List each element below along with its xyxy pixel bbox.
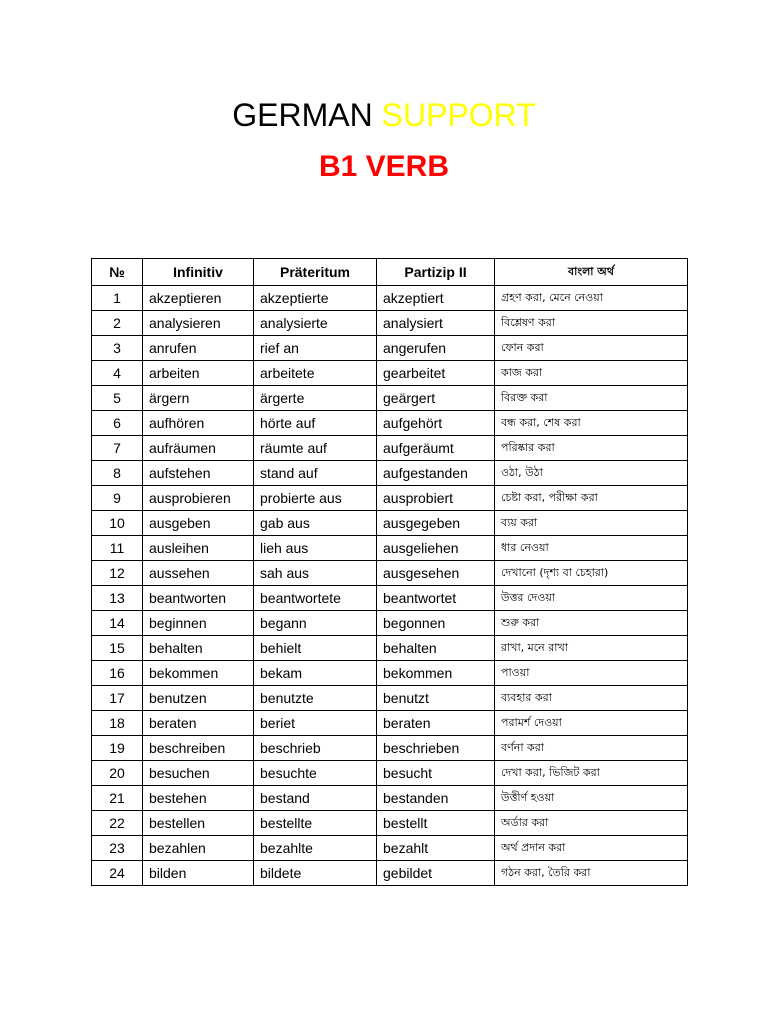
cell-bangla-meaning: শুরু করা xyxy=(495,611,688,636)
table-row xyxy=(92,811,688,836)
cell-bangla-meaning: অর্ডার করা xyxy=(495,811,688,836)
cell-praeteritum: bezahlte xyxy=(254,836,377,861)
cell-partizip: ausgesehen xyxy=(377,561,495,586)
cell-infinitiv: beginnen xyxy=(143,611,254,636)
cell-infinitiv: akzeptieren xyxy=(143,286,254,311)
cell-praeteritum: akzeptierte xyxy=(254,286,377,311)
cell-number: 20 xyxy=(92,761,143,786)
cell-number: 3 xyxy=(92,336,143,361)
header-number: № xyxy=(92,259,143,286)
cell-infinitiv: anrufen xyxy=(143,336,254,361)
cell-bangla-meaning: উত্তীর্ণ হওয়া xyxy=(495,786,688,811)
cell-praeteritum: stand auf xyxy=(254,461,377,486)
cell-number: 16 xyxy=(92,661,143,686)
cell-number: 9 xyxy=(92,486,143,511)
cell-partizip: angerufen xyxy=(377,336,495,361)
cell-partizip: besucht xyxy=(377,761,495,786)
cell-number: 15 xyxy=(92,636,143,661)
cell-bangla-meaning: বন্ধ করা, শেষ করা xyxy=(495,411,688,436)
cell-infinitiv: aussehen xyxy=(143,561,254,586)
table-row xyxy=(92,511,688,536)
header-bangla-meaning: বাংলা অর্থ xyxy=(495,259,688,286)
cell-praeteritum: behielt xyxy=(254,636,377,661)
cell-infinitiv: beraten xyxy=(143,711,254,736)
cell-partizip: aufgeräumt xyxy=(377,436,495,461)
cell-bangla-meaning: বিশ্লেষণ করা xyxy=(495,311,688,336)
cell-infinitiv: ärgern xyxy=(143,386,254,411)
cell-infinitiv: bestehen xyxy=(143,786,254,811)
cell-infinitiv: aufstehen xyxy=(143,461,254,486)
cell-infinitiv: bilden xyxy=(143,861,254,886)
table-row xyxy=(92,386,688,411)
header-praeteritum: Präteritum xyxy=(254,259,377,286)
table-row xyxy=(92,411,688,436)
cell-infinitiv: ausprobieren xyxy=(143,486,254,511)
cell-praeteritum: bestand xyxy=(254,786,377,811)
title-word-support: SUPPORT xyxy=(381,97,536,133)
cell-infinitiv: analysieren xyxy=(143,311,254,336)
cell-partizip: analysiert xyxy=(377,311,495,336)
cell-number: 10 xyxy=(92,511,143,536)
table-row xyxy=(92,436,688,461)
cell-bangla-meaning: দেখা করা, ভিজিট করা xyxy=(495,761,688,786)
cell-partizip: gearbeitet xyxy=(377,361,495,386)
page-title xyxy=(0,95,768,135)
table-row xyxy=(92,361,688,386)
cell-praeteritum: beantwortete xyxy=(254,586,377,611)
cell-infinitiv: ausleihen xyxy=(143,536,254,561)
cell-bangla-meaning: বিরক্ত করা xyxy=(495,386,688,411)
cell-praeteritum: arbeitete xyxy=(254,361,377,386)
cell-number: 6 xyxy=(92,411,143,436)
cell-number: 24 xyxy=(92,861,143,886)
cell-partizip: akzeptiert xyxy=(377,286,495,311)
table-row xyxy=(92,611,688,636)
verb-table xyxy=(91,258,688,886)
cell-praeteritum: ärgerte xyxy=(254,386,377,411)
cell-infinitiv: ausgeben xyxy=(143,511,254,536)
cell-bangla-meaning: গ্রহণ করা, মেনে নেওয়া xyxy=(495,286,688,311)
cell-partizip: bekommen xyxy=(377,661,495,686)
table-row xyxy=(92,286,688,311)
cell-number: 13 xyxy=(92,586,143,611)
cell-number: 23 xyxy=(92,836,143,861)
table-row xyxy=(92,661,688,686)
table-row xyxy=(92,561,688,586)
cell-bangla-meaning: অর্থ প্রদান করা xyxy=(495,836,688,861)
cell-partizip: gebildet xyxy=(377,861,495,886)
title-word-german: GERMAN xyxy=(232,97,373,133)
cell-praeteritum: analysierte xyxy=(254,311,377,336)
cell-infinitiv: bezahlen xyxy=(143,836,254,861)
cell-number: 21 xyxy=(92,786,143,811)
cell-praeteritum: lieh aus xyxy=(254,536,377,561)
cell-partizip: bezahlt xyxy=(377,836,495,861)
cell-bangla-meaning: চেষ্টা করা, পরীক্ষা করা xyxy=(495,486,688,511)
cell-bangla-meaning: গঠন করা, তৈরি করা xyxy=(495,861,688,886)
cell-bangla-meaning: ধার নেওয়া xyxy=(495,536,688,561)
cell-partizip: behalten xyxy=(377,636,495,661)
cell-praeteritum: benutzte xyxy=(254,686,377,711)
table-row xyxy=(92,761,688,786)
cell-infinitiv: aufhören xyxy=(143,411,254,436)
table-row xyxy=(92,336,688,361)
cell-number: 7 xyxy=(92,436,143,461)
cell-partizip: beschrieben xyxy=(377,736,495,761)
cell-bangla-meaning: রাখা, মনে রাখা xyxy=(495,636,688,661)
header-infinitiv: Infinitiv xyxy=(143,259,254,286)
cell-number: 14 xyxy=(92,611,143,636)
table-row xyxy=(92,786,688,811)
cell-partizip: benutzt xyxy=(377,686,495,711)
table-row xyxy=(92,486,688,511)
cell-infinitiv: beschreiben xyxy=(143,736,254,761)
cell-number: 1 xyxy=(92,286,143,311)
cell-number: 2 xyxy=(92,311,143,336)
table-row xyxy=(92,711,688,736)
table-row xyxy=(92,836,688,861)
cell-number: 8 xyxy=(92,461,143,486)
cell-partizip: ausprobiert xyxy=(377,486,495,511)
cell-praeteritum: beriet xyxy=(254,711,377,736)
cell-bangla-meaning: ওঠা, উঠা xyxy=(495,461,688,486)
cell-partizip: bestanden xyxy=(377,786,495,811)
cell-bangla-meaning: দেখানো (দৃশ্য বা চেহারা) xyxy=(495,561,688,586)
cell-bangla-meaning: ফোন করা xyxy=(495,336,688,361)
cell-infinitiv: bekommen xyxy=(143,661,254,686)
cell-bangla-meaning: পরিষ্কার করা xyxy=(495,436,688,461)
cell-bangla-meaning: বর্ণনা করা xyxy=(495,736,688,761)
cell-praeteritum: begann xyxy=(254,611,377,636)
table-row xyxy=(92,861,688,886)
cell-praeteritum: gab aus xyxy=(254,511,377,536)
cell-praeteritum: besuchte xyxy=(254,761,377,786)
cell-infinitiv: aufräumen xyxy=(143,436,254,461)
cell-infinitiv: arbeiten xyxy=(143,361,254,386)
cell-infinitiv: beantworten xyxy=(143,586,254,611)
cell-number: 12 xyxy=(92,561,143,586)
table-row xyxy=(92,461,688,486)
table-row xyxy=(92,686,688,711)
table-row xyxy=(92,586,688,611)
cell-praeteritum: rief an xyxy=(254,336,377,361)
cell-partizip: aufgestanden xyxy=(377,461,495,486)
cell-number: 4 xyxy=(92,361,143,386)
cell-number: 5 xyxy=(92,386,143,411)
cell-praeteritum: beschrieb xyxy=(254,736,377,761)
cell-praeteritum: hörte auf xyxy=(254,411,377,436)
page-subtitle: B1 VERB xyxy=(318,150,450,183)
cell-bangla-meaning: উত্তর দেওয়া xyxy=(495,586,688,611)
cell-partizip: bestellt xyxy=(377,811,495,836)
cell-partizip: beraten xyxy=(377,711,495,736)
cell-praeteritum: bildete xyxy=(254,861,377,886)
cell-infinitiv: bestellen xyxy=(143,811,254,836)
cell-praeteritum: probierte aus xyxy=(254,486,377,511)
cell-number: 22 xyxy=(92,811,143,836)
cell-bangla-meaning: ব্যবহার করা xyxy=(495,686,688,711)
cell-partizip: aufgehört xyxy=(377,411,495,436)
cell-partizip: geärgert xyxy=(377,386,495,411)
cell-number: 18 xyxy=(92,711,143,736)
cell-praeteritum: sah aus xyxy=(254,561,377,586)
table-body xyxy=(92,286,688,886)
cell-bangla-meaning: পাওয়া xyxy=(495,661,688,686)
cell-praeteritum: räumte auf xyxy=(254,436,377,461)
cell-bangla-meaning: ব্যয় করা xyxy=(495,511,688,536)
table-row xyxy=(92,536,688,561)
cell-partizip: ausgegeben xyxy=(377,511,495,536)
cell-praeteritum: bekam xyxy=(254,661,377,686)
cell-number: 11 xyxy=(92,536,143,561)
cell-infinitiv: besuchen xyxy=(143,761,254,786)
cell-infinitiv: benutzen xyxy=(143,686,254,711)
cell-number: 19 xyxy=(92,736,143,761)
cell-bangla-meaning: কাজ করা xyxy=(495,361,688,386)
table-header-row xyxy=(92,259,688,286)
table-row xyxy=(92,736,688,761)
header-partizip: Partizip II xyxy=(377,259,495,286)
table-row xyxy=(92,636,688,661)
cell-partizip: begonnen xyxy=(377,611,495,636)
cell-partizip: ausgeliehen xyxy=(377,536,495,561)
cell-number: 17 xyxy=(92,686,143,711)
cell-partizip: beantwortet xyxy=(377,586,495,611)
table-row xyxy=(92,311,688,336)
cell-infinitiv: behalten xyxy=(143,636,254,661)
cell-praeteritum: bestellte xyxy=(254,811,377,836)
cell-bangla-meaning: পরামর্শ দেওয়া xyxy=(495,711,688,736)
